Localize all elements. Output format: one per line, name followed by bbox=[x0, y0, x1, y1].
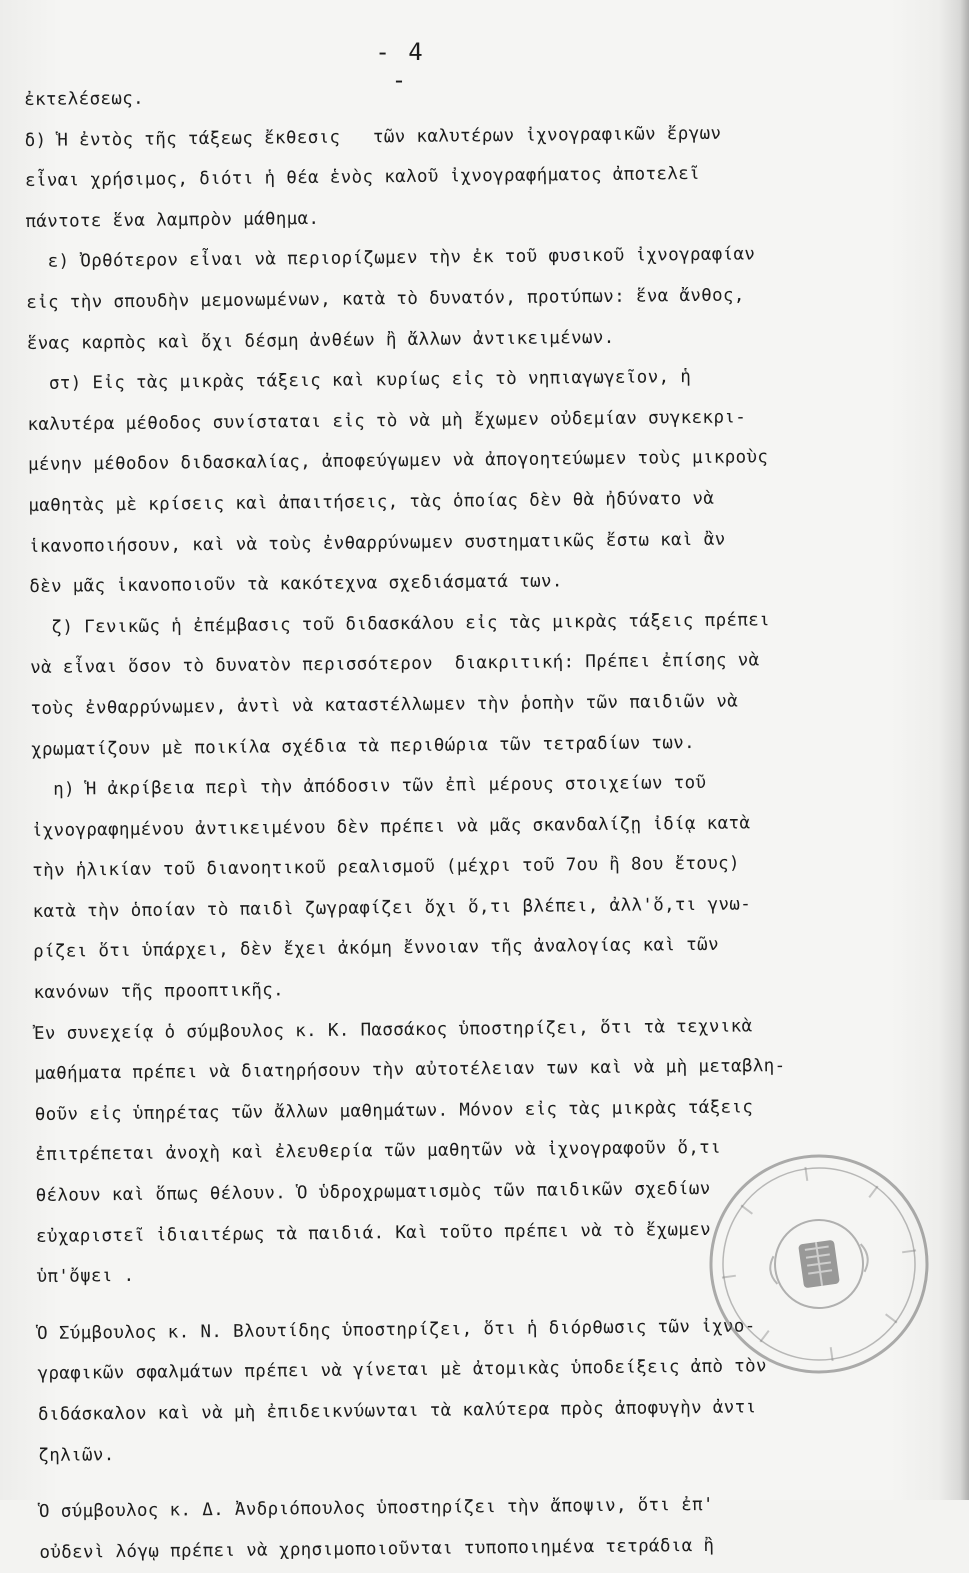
text-line: ἱκανοποιήσουν, καὶ νὰ τοὺς ἐνθαρρύνωμεν συστηματικῶς ἔστω καὶ ἂν bbox=[28, 529, 726, 557]
text-line: στ) Εἰς τὰς μικρὰς τάξεις καὶ κυρίως εἰς τὸ νηπιαγωγεῖον, ἡ bbox=[27, 367, 692, 395]
text-line: ὑπ'ὄψει . bbox=[36, 1266, 135, 1288]
text-line: ἕνας καρπὸς καὶ ὄχι δέσμη ἀνθέων ἢ ἄλλων ἀντικειμένων. bbox=[26, 327, 615, 354]
text-line: δ) Ἡ ἐντὸς τῆς τάξεως ἔκθεσις τῶν καλυτέρων ἰχνογραφικῶν ἔργων bbox=[24, 123, 722, 151]
text-line-underlined-term: τὴν ἡλικίαν τοῦ διανοητικοῦ ρεαλισμοῦ (μέχρι τοῦ 7ου ἢ 8ου ἔτους) bbox=[32, 853, 740, 882]
text-line: δὲν μᾶς ἱκανοποιοῦν τὰ κακότεχνα σχεδιάσματά των. bbox=[29, 571, 563, 598]
text-line: ζ) Γενικῶς ἡ ἐπέμβασις τοῦ διδασκάλου εἰς τὰς μικρὰς τάξεις πρέπει bbox=[29, 609, 771, 638]
text-line: εἰς τὴν σπουδὴν μεμονωμένων, κατὰ τὸ δυνατόν, προτύπων: ἕνα ἄνθος, bbox=[26, 285, 745, 313]
text-line: οὐδενὶ λόγῳ πρέπει νὰ χρησιμοποιοῦνται τυποποιημένα τετράδια ἢ bbox=[39, 1535, 715, 1563]
text-line: διδάσκαλον καὶ νὰ μὴ ἐπιδεικνύωνται τὰ καλύτερα πρὸς ἀποφυγὴν ἀντι bbox=[37, 1397, 757, 1425]
text-line: η) Ἡ ἀκρίβεια περὶ τὴν ἀπόδοσιν τῶν ἐπὶ μέρους στοιχείων τοῦ bbox=[31, 772, 707, 801]
text-line: εὐχαριστεῖ ἰδιαιτέρως τὰ παιδιά. Καὶ τοῦτο πρέπει νὰ τὸ ἔχωμεν bbox=[36, 1219, 712, 1247]
text-line: ρίζει ὅτι ὑπάρχει, δὲν ἔχει ἀκόμη ἔννοιαν τῆς ἀναλογίας καὶ τῶν bbox=[33, 935, 720, 963]
text-line: θέλουν καὶ ὅπως θέλουν. Ὁ ὑδροχρωματισμὸς τῶν παιδικῶν σχεδίων bbox=[35, 1178, 711, 1206]
text-line: μαθητὰς μὲ κρίσεις καὶ ἀπαιτήσεις, τὰς ὁποίας δὲν θὰ ἠδύνατο νὰ bbox=[28, 488, 715, 516]
text-line: καλυτέρα μέθοδος συνίσταται εἰς τὸ νὰ μὴ ἔχωμεν οὐδεμίαν συγκεκρι- bbox=[27, 407, 747, 435]
text-line: Ἐν συνεχείᾳ ὁ σύμβουλος κ. Κ. Πασσάκος ὑποστηρίζει, ὅτι τὰ τεχνικὰ bbox=[33, 1016, 753, 1044]
text-line: τοὺς ἐνθαρρύνωμεν, ἀντὶ νὰ καταστέλλωμεν τὴν ῥοπὴν τῶν παιδιῶν νὰ bbox=[30, 691, 739, 719]
official-seal-stamp bbox=[690, 1135, 948, 1393]
text-line: ἰχνογραφημένου ἀντικειμένου δὲν πρέπει νὰ μᾶς σκανδαλίζῃ ἰδίᾳ κατὰ bbox=[31, 813, 751, 841]
text-line: μένην μέθοδον διδασκαλίας, ἀποφεύγωμεν νὰ ἀπογοητεύωμεν τοὺς μικροὺς bbox=[27, 447, 769, 476]
seal-icon bbox=[690, 1135, 948, 1393]
text-line: κανόνων τῆς προοπτικῆς. bbox=[33, 980, 285, 1004]
text-line: γραφικῶν σφαλμάτων πρέπει νὰ γίνεται μὲ ἀτομικὰς ὑποδείξεις ἀπὸ τὸν bbox=[37, 1356, 767, 1385]
text-line: εἶναι χρήσιμος, διότι ἡ θέα ἑνὸς καλοῦ ἰχνογραφήματος ἀποτελεῖ bbox=[24, 164, 701, 192]
text-line: χρωματίζουν μὲ ποικίλα σχέδια τὰ περιθώρια τῶν τετραδίων των. bbox=[30, 732, 696, 760]
text-line: μαθήματα πρέπει νὰ διατηρήσουν τὴν αὐτοτέλειαν των καὶ νὰ μὴ μεταβλη- bbox=[34, 1056, 786, 1085]
text-line: ζηλιῶν. bbox=[38, 1444, 115, 1466]
text-line: πάντοτε ἕνα λαμπρὸν μάθημα. bbox=[25, 208, 320, 232]
text-line: ἐκτελέσεως. bbox=[24, 88, 145, 110]
text-line: Ὁ Σύμβουλος κ. Ν. Βλουτίδης ὑποστηρίζει, ὅτι ἡ διόρθωσις τῶν ἰχνο- bbox=[37, 1316, 756, 1344]
text-line: ε) Ὀρθότερον εἶναι νὰ περιορίζωμεν τὴν ἐκ τοῦ φυσικοῦ ἰχνογραφίαν bbox=[25, 244, 756, 273]
text-line: νὰ εἶναι ὅσον τὸ δυνατὸν περισσότερον διακριτική: Πρέπει ἐπίσης νὰ bbox=[30, 650, 760, 679]
page-number: - 4 - bbox=[375, 38, 425, 94]
text-line: κατὰ τὴν ὁποίαν τὸ παιδὶ ζωγραφίζει ὄχι ὅ,τι βλέπει, ἀλλ'ὅ,τι γνω- bbox=[32, 894, 752, 922]
text-line: θοῦν εἰς ὑπηρέτας τῶν ἄλλων μαθημάτων. Μόνον εἰς τὰς μικρὰς τάξεις bbox=[34, 1097, 754, 1125]
text-line: ἐπιτρέπεται ἀνοχὴ καὶ ἐλευθερία τῶν μαθητῶν νὰ ἰχνογραφοῦν ὅ,τι bbox=[35, 1138, 722, 1166]
text-line: Ὁ σύμβουλος κ. Δ. Ἀνδριόπουλος ὑποστηρίζει τὴν ἄποψιν, ὅτι ἐπ' bbox=[38, 1495, 715, 1523]
